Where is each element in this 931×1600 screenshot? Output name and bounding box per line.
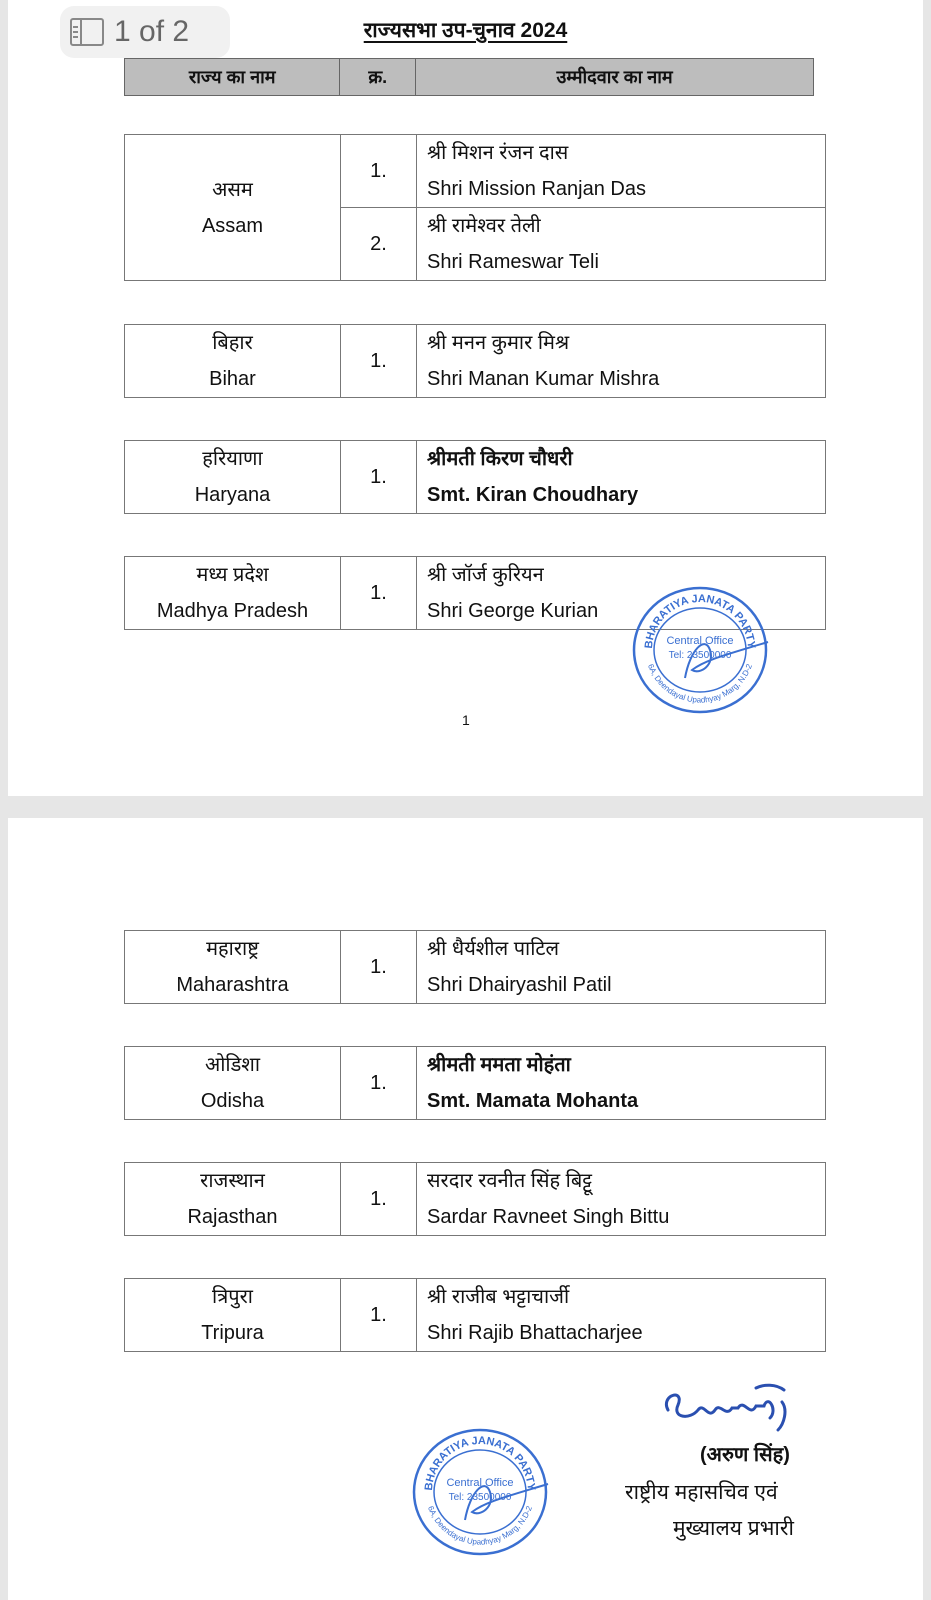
page-number: 1 [462,712,470,728]
candidate-name-hi: श्रीमती ममता मोहंता [427,1054,571,1076]
candidate-name-en: Smt. Kiran Choudhary [427,484,639,506]
svg-text:Tel: 23500000: Tel: 23500000 [448,1492,512,1503]
state-name-en: Madhya Pradesh [156,600,309,622]
state-name-hi: मध्य प्रदेश [196,564,269,586]
state-cell [125,557,341,630]
candidate-name-hi: श्री रामेश्वर तेली [427,215,541,237]
serial-cell: 2. [341,208,417,281]
candidate-name-hi: श्री जॉर्ज कुरियन [427,564,544,586]
svg-text:BHARATIYA JANATA PARTY: BHARATIYA JANATA PARTY [642,592,758,650]
candidate-cell [417,441,826,514]
state-name-en: Bihar [209,368,256,390]
page-title: राज्यसभा उप-चुनाव 2024 [363,19,568,42]
serial-cell: 1. [341,1163,417,1236]
state-table-haryana [124,440,826,514]
table-row [125,325,826,398]
candidate-cell [417,931,826,1004]
state-cell [125,441,341,514]
state-table-rajasthan [124,1162,826,1236]
state-cell [125,135,341,281]
page-counter-text: 1 of 2 [114,15,190,48]
svg-text:6A, Deendayal Upadhyay Marg, N: 6A, Deendayal Upadhyay Marg, N.D-2 [645,662,755,705]
state-cell [125,1163,341,1236]
candidate-name-hi: श्रीमती किरण चौधरी [427,448,573,470]
state-table-odisha [124,1046,826,1120]
svg-text:BHARATIYA JANATA PARTY: BHARATIYA JANATA PARTY [422,1434,538,1492]
state-name-en: Haryana [194,484,271,506]
candidate-name-hi: सरदार रवनीत सिंह बिट्टू [427,1170,593,1192]
candidate-cell [417,208,826,281]
header-candidate: उम्मीदवार का नाम [556,67,673,87]
state-cell [125,325,341,398]
state-name-hi: महाराष्ट्र [206,938,259,960]
state-cell [125,931,341,1004]
table-header [124,58,814,96]
candidate-cell [417,1279,826,1352]
candidate-cell [417,135,826,208]
candidate-name-hi: श्री मनन कुमार मिश्र [427,332,570,354]
serial-cell: 1. [341,325,417,398]
svg-text:Central Office: Central Office [446,1477,514,1489]
table-row [125,1047,826,1120]
state-name-hi: त्रिपुरा [212,1286,253,1308]
candidate-name-hi: श्री मिशन रंजन दास [427,142,569,164]
svg-text:Central Office: Central Office [666,635,734,647]
party-stamp-icon [630,580,770,720]
state-name-hi: असम [212,178,253,201]
state-name-en: Maharashtra [176,974,289,996]
serial-cell: 1. [341,557,417,630]
candidate-name-en: Sardar Ravneet Singh Bittu [427,1206,670,1228]
state-name-hi: बिहार [212,332,253,354]
svg-text:Tel: 23500000: Tel: 23500000 [668,650,732,661]
state-name-en: Rajasthan [187,1206,278,1228]
candidate-cell [417,1163,826,1236]
party-stamp-icon [410,1422,550,1562]
state-table-tripura [124,1278,826,1352]
candidate-name-en: Shri Manan Kumar Mishra [427,368,660,390]
table-row [125,1163,826,1236]
candidate-cell [417,1047,826,1120]
state-cell [125,1047,341,1120]
state-name-en: Assam [201,214,264,237]
candidate-name-en: Shri Dhairyashil Patil [427,974,612,996]
serial-cell: 1. [341,931,417,1004]
state-table-bihar [124,324,826,398]
state-name-hi: हरियाणा [202,448,263,470]
table-row [125,441,826,514]
candidate-name-hi: श्री राजीब भट्टाचार्जी [427,1286,570,1308]
handwritten-signature-icon [660,1380,810,1435]
candidate-name-hi: श्री धैर्यशील पाटिल [427,938,560,960]
candidate-name-en: Shri Mission Ranjan Das [427,178,646,200]
svg-text:6A, Deendayal Upadhyay Marg, N: 6A, Deendayal Upadhyay Marg, N.D-2 [425,1504,535,1547]
serial-cell: 1. [341,441,417,514]
header-state: राज्य का नाम [125,59,340,95]
candidate-name-en: Shri Rajib Bhattacharjee [427,1322,643,1344]
table-row [125,135,826,208]
candidate-cell [417,325,826,398]
state-name-hi: ओडिशा [204,1054,261,1076]
state-name-hi: राजस्थान [200,1170,265,1192]
state-name-en: Tripura [201,1322,264,1344]
serial-cell: 1. [341,135,417,208]
signatory-name: (अरुण सिंह) [700,1444,790,1466]
serial-cell: 1. [341,1047,417,1120]
state-table-maharashtra [124,930,826,1004]
state-cell [125,1279,341,1352]
signatory-designation: राष्ट्रीय महासचिव एवं [625,1481,778,1504]
header-serial: क्र. [340,59,416,95]
table-row [125,1279,826,1352]
candidate-name-en: Smt. Mamata Mohanta [427,1090,639,1112]
state-name-en: Odisha [200,1090,265,1112]
document-page-1 [8,0,923,796]
candidate-name-en: Shri George Kurian [427,600,599,622]
table-row [125,931,826,1004]
serial-cell: 1. [341,1279,417,1352]
state-table-assam [124,134,826,281]
candidate-name-en: Shri Rameswar Teli [427,251,599,273]
signatory-office: मुख्यालय प्रभारी [673,1517,794,1540]
